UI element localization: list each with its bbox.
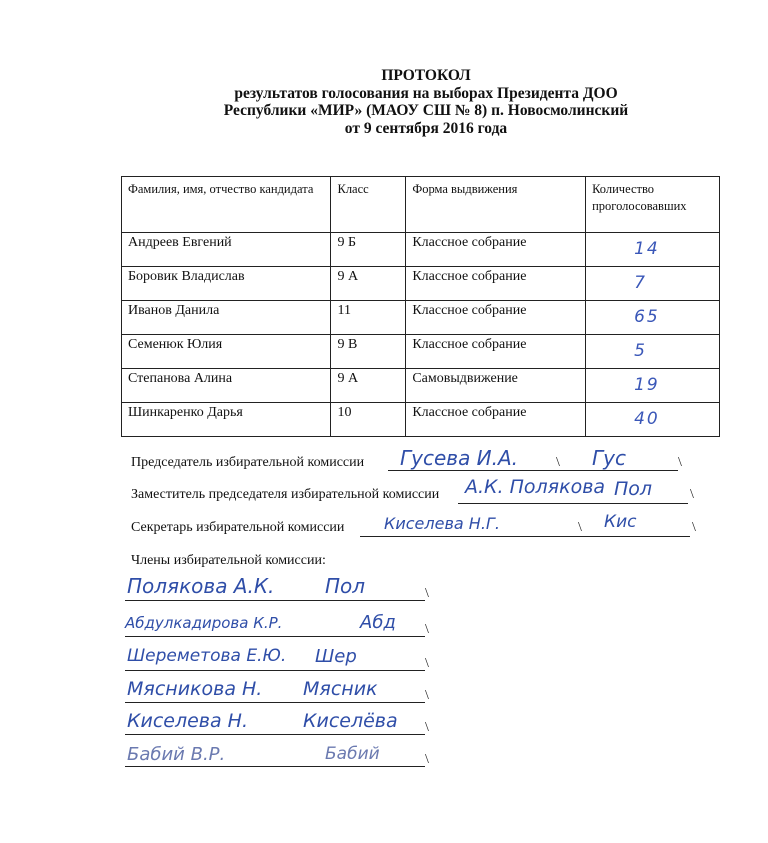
table-row: [122, 301, 720, 335]
member-signature-row: Шереметова Е.Ю. Шер \: [127, 646, 429, 671]
member-signature: Пол: [325, 574, 366, 598]
handwritten-votes: 5: [634, 341, 647, 361]
handwritten-votes: 40: [634, 409, 660, 429]
secretary-label: Секретарь избирательной комиссии: [131, 520, 345, 535]
member-handwritten-name: Бабий В.Р.: [127, 744, 226, 765]
secretary-divider-end: \: [692, 520, 696, 535]
member-handwritten-name: Шереметова Е.Ю.: [127, 646, 287, 666]
chair-handwritten-name: Гусева И.А.: [400, 446, 519, 470]
cell-class: 9 Б: [331, 233, 406, 267]
cell-votes: [586, 403, 720, 437]
cell-name: Иванов Данила: [122, 301, 331, 335]
member-handwritten-name: Полякова А.К.: [127, 574, 275, 598]
member-signature: Бабий: [325, 744, 380, 764]
cell-class: 9 А: [331, 369, 406, 403]
cell-name: Андреев Евгений: [122, 233, 331, 267]
secretary-signature-line: [360, 536, 690, 537]
table-header-row: [122, 177, 720, 233]
cell-votes: [586, 335, 720, 369]
cell-form: Самовыдвижение: [406, 369, 586, 403]
deputy-signature-line: [458, 503, 688, 504]
members-label: Члены избирательной комиссии:: [131, 553, 326, 568]
table-row: [122, 403, 720, 437]
header-class: Класс: [331, 177, 406, 233]
member-signature-row: Киселева Н. Киселёва \: [127, 710, 429, 735]
cell-votes: [586, 233, 720, 267]
member-handwritten-name: Абдулкадирова К.Р.: [125, 614, 283, 632]
handwritten-votes: 14: [634, 239, 660, 259]
secretary-handwritten-name: Киселева Н.Г.: [384, 514, 500, 533]
table-row: [122, 335, 720, 369]
deputy-divider-end: \: [690, 487, 694, 502]
cell-class: 10: [331, 403, 406, 437]
cell-name: Шинкаренко Дарья: [122, 403, 331, 437]
header-votes: Количество проголосовавших: [586, 177, 720, 233]
chair-signature: Гус: [592, 446, 626, 470]
member-signature: Абд: [360, 612, 396, 633]
handwritten-votes: 7: [634, 273, 647, 293]
cell-form: Классное собрание: [406, 403, 586, 437]
cell-class: 9 В: [331, 335, 406, 369]
deputy-label: Заместитель председателя избирательной комиссии: [131, 487, 440, 502]
cell-votes: [586, 267, 720, 301]
cell-form: Классное собрание: [406, 267, 586, 301]
cell-class: 11: [331, 301, 406, 335]
handwritten-votes: 65: [634, 307, 660, 327]
results-table: [121, 176, 720, 437]
chair-divider-end: \: [678, 455, 682, 470]
table-row: [122, 369, 720, 403]
handwritten-votes: 19: [634, 375, 660, 395]
member-signature: Шер: [315, 646, 357, 667]
title-line-2: результатов голосования на выборах Президента ДОО: [234, 84, 618, 102]
title-line-4: от 9 сентября 2016 года: [344, 119, 508, 137]
cell-form: Классное собрание: [406, 335, 586, 369]
cell-class: 9 А: [331, 267, 406, 301]
cell-name: Степанова Алина: [122, 369, 331, 403]
document-title: [0, 67, 768, 137]
member-handwritten-name: Киселева Н.: [127, 710, 249, 732]
member-signature-row: Полякова А.К. Пол \: [127, 574, 429, 601]
secretary-signature: Кис: [604, 512, 637, 532]
chair-divider: \: [556, 455, 560, 470]
title-line-3: Республики «МИР» (МАОУ СШ № 8) п. Новосмолинский: [223, 102, 629, 119]
header-form: Форма выдвижения: [406, 177, 586, 233]
table-row: [122, 233, 720, 267]
header-candidate: Фамилия, имя, отчество кандидата: [122, 177, 331, 233]
member-signature: Мясник: [303, 678, 378, 700]
secretary-divider: \: [578, 520, 582, 535]
cell-votes: [586, 301, 720, 335]
chair-signature-line: [388, 470, 678, 471]
cell-name: Боровик Владислав: [122, 267, 331, 301]
cell-name: Семенюк Юлия: [122, 335, 331, 369]
cell-votes: [586, 369, 720, 403]
deputy-handwritten-name: А.К. Полякова: [465, 476, 606, 498]
cell-form: Классное собрание: [406, 301, 586, 335]
member-handwritten-name: Мясникова Н.: [127, 678, 263, 700]
cell-form: Классное собрание: [406, 233, 586, 267]
table-row: [122, 267, 720, 301]
chair-label: Председатель избирательной комиссии: [131, 455, 365, 470]
member-signature: Киселёва: [303, 710, 398, 732]
deputy-signature: Пол: [614, 478, 653, 500]
member-signature-row: Бабий В.Р. Бабий \: [127, 744, 429, 767]
member-signature-row: Абдулкадирова К.Р. Абд \: [125, 612, 429, 637]
member-signature-row: Мясникова Н. Мясник \: [127, 678, 429, 703]
title-line-1: ПРОТОКОЛ: [381, 67, 471, 84]
